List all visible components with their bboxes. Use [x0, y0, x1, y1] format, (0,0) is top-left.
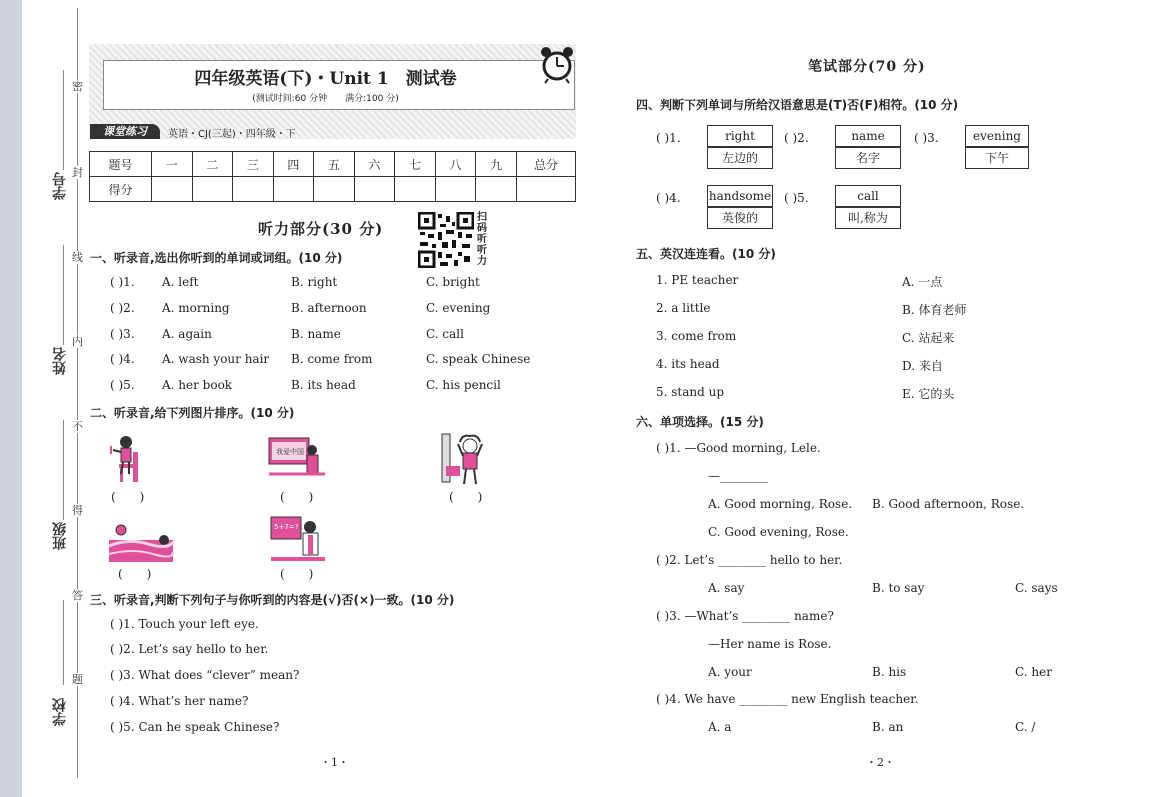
choice-option[interactable]: C. her [1015, 665, 1052, 679]
sec1-option[interactable]: B. right [291, 275, 338, 289]
fold-mark: 答 [72, 589, 83, 602]
qr-caption-char: 码 [477, 223, 487, 234]
match-right-item[interactable]: D. 来自 [902, 359, 943, 373]
match-right-item[interactable]: C. 站起来 [902, 331, 955, 345]
class-label: 班级 [52, 522, 68, 550]
sec4-num: ( )5. [784, 191, 809, 205]
school-label: 学校 [52, 698, 68, 726]
score-header: 总分 [517, 152, 576, 177]
question-reply: —Her name is Rose. [708, 637, 832, 651]
sec1-option[interactable]: C. call [426, 327, 464, 341]
choice-option[interactable]: B. an [872, 720, 904, 734]
answer-paren[interactable]: ( ) [449, 490, 483, 504]
fold-mark: 得 [72, 504, 83, 517]
sec4-num: ( )1. [656, 131, 681, 145]
fold-mark: 密 [72, 80, 83, 93]
girl-standing-up-picture [105, 430, 155, 486]
sec4-word: call [835, 185, 901, 207]
page-number-right: ・2・ [866, 756, 895, 769]
score-header: 题号 [90, 152, 152, 177]
blank-line [63, 245, 64, 345]
match-right-item[interactable]: E. 它的头 [902, 387, 955, 401]
sec1-option[interactable]: C. his pencil [426, 378, 501, 392]
sec1-num: ( )4. [110, 352, 135, 366]
qr-caption-char: 扫 [477, 212, 487, 223]
choice-option[interactable]: C. / [1015, 720, 1036, 734]
match-right-item[interactable]: B. 体育老师 [902, 303, 967, 317]
answer-paren[interactable]: ( ) [118, 567, 152, 581]
math-board-picture [270, 515, 326, 565]
score-header: 九 [476, 152, 517, 177]
sec1-option[interactable]: C. speak Chinese [426, 352, 531, 366]
sec4-meaning: 英俊的 [707, 207, 773, 229]
sec1-option[interactable]: B. afternoon [291, 301, 367, 315]
score-header: 四 [273, 152, 314, 177]
choice-option[interactable]: A. Good morning, Rose. [708, 497, 853, 511]
answer-paren[interactable]: ( ) [280, 490, 314, 504]
brand-logo: 课堂练习 [90, 124, 160, 139]
sec3-item[interactable]: ( )2. Let’s say hello to her. [110, 642, 269, 656]
score-header: 七 [395, 152, 436, 177]
qr-caption-char: 力 [477, 256, 487, 267]
sec3-item[interactable]: ( )5. Can he speak Chinese? [110, 720, 280, 734]
answer-paren[interactable]: ( ) [111, 490, 145, 504]
sec4-meaning: 下午 [965, 147, 1029, 169]
sec1-option[interactable]: A. morning [162, 301, 230, 315]
answer-paren[interactable]: ( ) [280, 567, 314, 581]
girl-washing-hair-picture [440, 432, 490, 488]
section-5-title: 五、英汉连连看。(10 分) [636, 247, 776, 261]
score-cell[interactable] [517, 177, 576, 202]
question-reply: —________ [708, 469, 768, 483]
blank-line [63, 420, 64, 520]
sec1-option[interactable]: C. evening [426, 301, 491, 315]
sec4-num: ( )3. [914, 131, 939, 145]
sec1-option[interactable]: A. again [162, 327, 212, 341]
qr-caption-char: 听 [477, 234, 487, 245]
sec1-option[interactable]: B. name [291, 327, 341, 341]
match-left-item[interactable]: 4. its head [656, 357, 720, 371]
math-text: 5+7=? [274, 523, 299, 531]
subtitle: (测试时间:60 分钟 满分:100 分) [252, 94, 399, 104]
fold-mark: 内 [72, 335, 83, 348]
score-cell[interactable] [273, 177, 314, 202]
score-cell[interactable] [152, 177, 193, 202]
choice-option[interactable]: B. his [872, 665, 907, 679]
sec1-num: ( )1. [110, 275, 135, 289]
sec4-meaning: 左边的 [707, 147, 773, 169]
section-4-title: 四、判断下列单词与所给汉语意思是(T)否(F)相符。(10 分) [636, 98, 959, 112]
sec1-option[interactable]: B. come from [291, 352, 373, 366]
page-title: 四年级英语(下)・Unit 1 测试卷 [194, 69, 457, 89]
sec4-meaning: 叫,称为 [835, 207, 901, 229]
fold-line [77, 8, 78, 778]
sec1-option[interactable]: B. its head [291, 378, 356, 392]
series-label: 英语・CJ(三起)・四年级・下 [168, 129, 296, 140]
sec1-option[interactable]: A. left [162, 275, 199, 289]
match-left-item[interactable]: 3. come from [656, 329, 737, 343]
student-id-label: 学号 [52, 172, 68, 200]
sec3-item[interactable]: ( )3. What does “clever” mean? [110, 668, 300, 682]
page-number-left: ・1・ [320, 756, 349, 769]
sec1-option[interactable]: A. her book [162, 378, 233, 392]
fold-mark: 线 [72, 251, 83, 264]
sec1-num: ( )5. [110, 378, 135, 392]
score-header: 五 [314, 152, 355, 177]
score-cell[interactable] [314, 177, 355, 202]
sec4-num: ( )4. [656, 191, 681, 205]
choice-option[interactable]: C. says [1015, 581, 1058, 595]
sec4-word: name [835, 125, 901, 147]
sec1-option[interactable]: A. wash your hair [162, 352, 270, 366]
qr-caption-char: 听 [477, 245, 487, 256]
alarm-clock-icon [537, 44, 577, 84]
score-cell[interactable] [435, 177, 476, 202]
sec1-option[interactable]: C. bright [426, 275, 480, 289]
qr-caption [477, 212, 489, 267]
sunset-landscape-picture [108, 522, 174, 564]
sec1-num: ( )2. [110, 301, 135, 315]
choice-option[interactable]: A. your [708, 665, 752, 679]
score-header: 二 [192, 152, 233, 177]
teacher-board-picture [268, 434, 326, 486]
qr-code-icon[interactable] [418, 212, 474, 268]
sec4-word: right [707, 125, 773, 147]
blank-line [63, 600, 64, 685]
score-table [89, 151, 576, 202]
sec4-word: evening [965, 125, 1029, 147]
section-2-title: 二、听录音,给下列图片排序。(10 分) [90, 406, 295, 420]
score-header: 八 [435, 152, 476, 177]
score-cell[interactable] [233, 177, 274, 202]
choice-option[interactable]: C. Good evening, Rose. [708, 525, 849, 539]
fold-mark: 题 [72, 673, 83, 686]
score-header: 三 [233, 152, 274, 177]
choice-option[interactable]: A. say [708, 581, 745, 595]
match-left-item[interactable]: 2. a little [656, 301, 711, 315]
question-stem: ( )3. —What’s ________ name? [656, 609, 834, 623]
score-cell[interactable] [354, 177, 395, 202]
sec3-item[interactable]: ( )1. Touch your left eye. [110, 617, 259, 631]
fold-mark: 不 [72, 420, 83, 433]
score-header: 六 [354, 152, 395, 177]
section-3-title: 三、听录音,判断下列句子与你听到的内容是(√)否(×)一致。(10 分) [90, 593, 455, 607]
section-6-title: 六、单项选择。(15 分) [636, 415, 764, 429]
sec4-word: handsome [707, 185, 773, 207]
fold-mark: 封 [72, 166, 83, 179]
score-cell[interactable] [395, 177, 436, 202]
question-stem: ( )2. Let’s ________ hello to her. [656, 553, 843, 567]
match-left-item[interactable]: 1. PE teacher [656, 273, 739, 287]
choice-option[interactable]: B. to say [872, 581, 925, 595]
score-cell[interactable] [476, 177, 517, 202]
sec4-meaning: 名字 [835, 147, 901, 169]
sec1-num: ( )3. [110, 327, 135, 341]
match-right-item[interactable]: A. 一点 [902, 275, 943, 289]
choice-option[interactable]: A. a [708, 720, 732, 734]
sec3-item[interactable]: ( )4. What’s her name? [110, 694, 249, 708]
score-header: 一 [152, 152, 193, 177]
match-left-item[interactable]: 5. stand up [656, 385, 725, 399]
sec4-num: ( )2. [784, 131, 809, 145]
section-1-title: 一、听录音,选出你听到的单词或词组。(10 分) [90, 251, 343, 265]
written-title: 笔试部分(70 分) [808, 59, 926, 75]
board-text: 我爱中国 [276, 448, 304, 456]
score-row-label: 得分 [90, 177, 152, 202]
question-stem: ( )4. We have ________ new English teacher. [656, 692, 919, 706]
blank-line [63, 70, 64, 170]
name-label: 姓名 [52, 347, 68, 375]
score-cell[interactable] [192, 177, 233, 202]
listening-title: 听力部分(30 分) [258, 220, 384, 238]
question-stem: ( )1. —Good morning, Lele. [656, 441, 821, 455]
choice-option[interactable]: B. Good afternoon, Rose. [872, 497, 1025, 511]
